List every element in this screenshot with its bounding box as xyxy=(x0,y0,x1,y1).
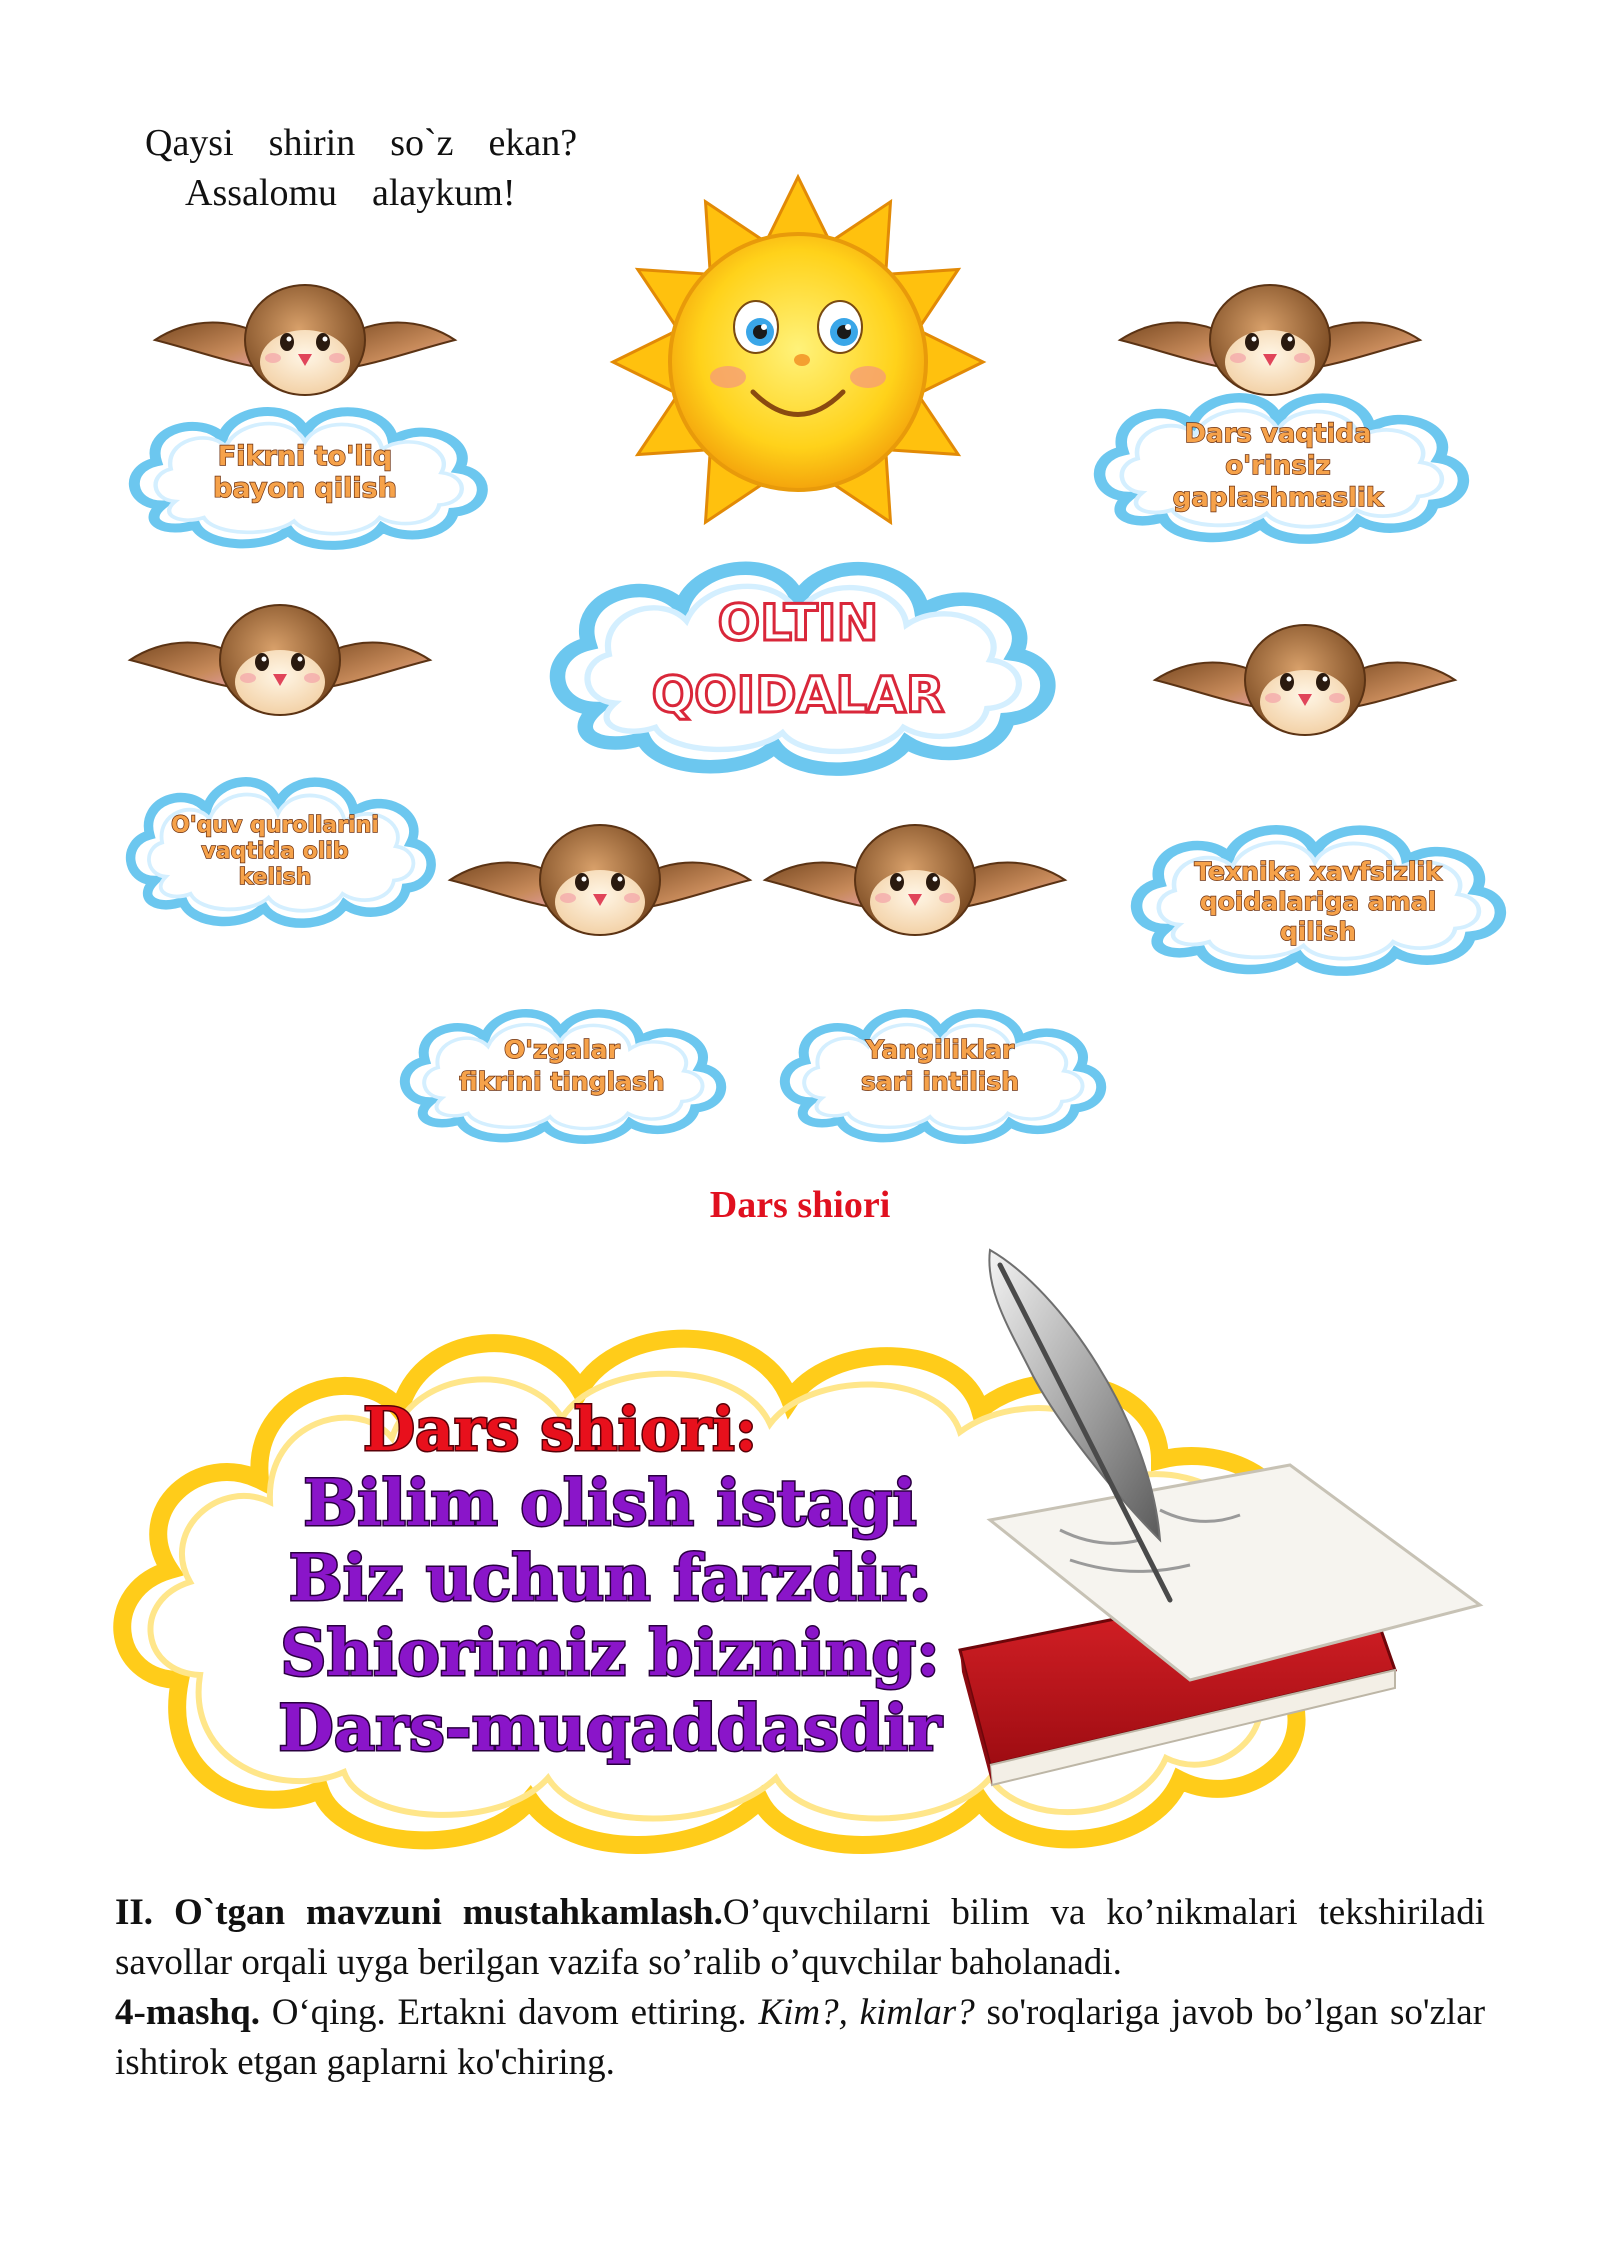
rule-3-line-2: vaqtida olib xyxy=(201,839,349,864)
section-heading: II. O`tgan mavzuni mustahkamlash. xyxy=(115,1892,723,1933)
motto-line-4: Dars-muqaddasdir xyxy=(278,1691,942,1766)
center-title-line2: QOIDALAR xyxy=(651,666,945,724)
exercise-text-1: O‘qing. Ertakni davom ettiring. xyxy=(259,1992,759,2033)
rule-3-line-1: O'quv qurollarini xyxy=(171,813,379,838)
bird-icon xyxy=(130,605,430,715)
rule-4-line-1: Texnika xavfsizlik xyxy=(1194,857,1442,886)
motto-caption: Dars shiori xyxy=(709,1184,891,1226)
rule-2-line-1: Dars vaqtida xyxy=(1184,419,1372,449)
rule-1-line-1: Fikrni to'liq xyxy=(217,441,393,472)
rule-6-line-2: sari intilish xyxy=(860,1067,1020,1096)
exercise-text-2: so'roqlariga javob bo’lgan so'zlar ishtirok etgan gaplarni ko'chiring. xyxy=(115,1992,1486,2083)
lesson-section xyxy=(115,1888,1485,2088)
bird-icon xyxy=(450,825,750,935)
section-paragraph xyxy=(115,1888,1485,1988)
motto-line-2: Biz uchun farzdir. xyxy=(288,1541,932,1616)
center-title-line1: OLTIN xyxy=(717,594,879,652)
rule-3-line-3: kelish xyxy=(238,865,312,890)
bird-icon xyxy=(1120,285,1420,395)
motto-line-1: Bilim olish istagi xyxy=(303,1466,917,1541)
section-heading-text: O’quvchilarni bilim va ko’nikmalari tekshiriladi savollar orqali uyga berilgan vazifa so’ralib o’quvchilar baholanadi. xyxy=(115,1892,1485,1983)
rule-4-line-3: qilish xyxy=(1279,917,1357,946)
rule-1-line-2: bayon qilish xyxy=(213,473,397,504)
rule-4-line-2: qoidalariga amal xyxy=(1199,887,1437,916)
exercise-paragraph xyxy=(115,1988,1485,2088)
greeting-answer: Assalomu alaykum! xyxy=(185,172,516,214)
rule-2-line-2: o'rinsiz xyxy=(1225,451,1331,481)
exercise-question-words: Kim?, kimlar? xyxy=(758,1992,975,2033)
bird-icon xyxy=(1155,625,1455,735)
rule-2-line-3: gaplashmaslik xyxy=(1172,483,1384,513)
motto-line-3: Shiorimiz bizning: xyxy=(280,1616,940,1691)
motto-poster xyxy=(0,1210,1600,1870)
rule-5-line-1: O'zgalar xyxy=(504,1035,620,1064)
sun-icon xyxy=(613,177,983,538)
greeting-question: Qaysi shirin so`z ekan? xyxy=(145,122,578,164)
exercise-label: 4-mashq. xyxy=(115,1992,260,2033)
bird-icon xyxy=(765,825,1065,935)
bird-icon xyxy=(155,285,455,395)
motto-title: Dars shiori: xyxy=(363,1395,757,1465)
rule-5-line-2: fikrini tinglash xyxy=(459,1067,665,1096)
rule-6-line-1: Yangiliklar xyxy=(865,1035,1015,1064)
